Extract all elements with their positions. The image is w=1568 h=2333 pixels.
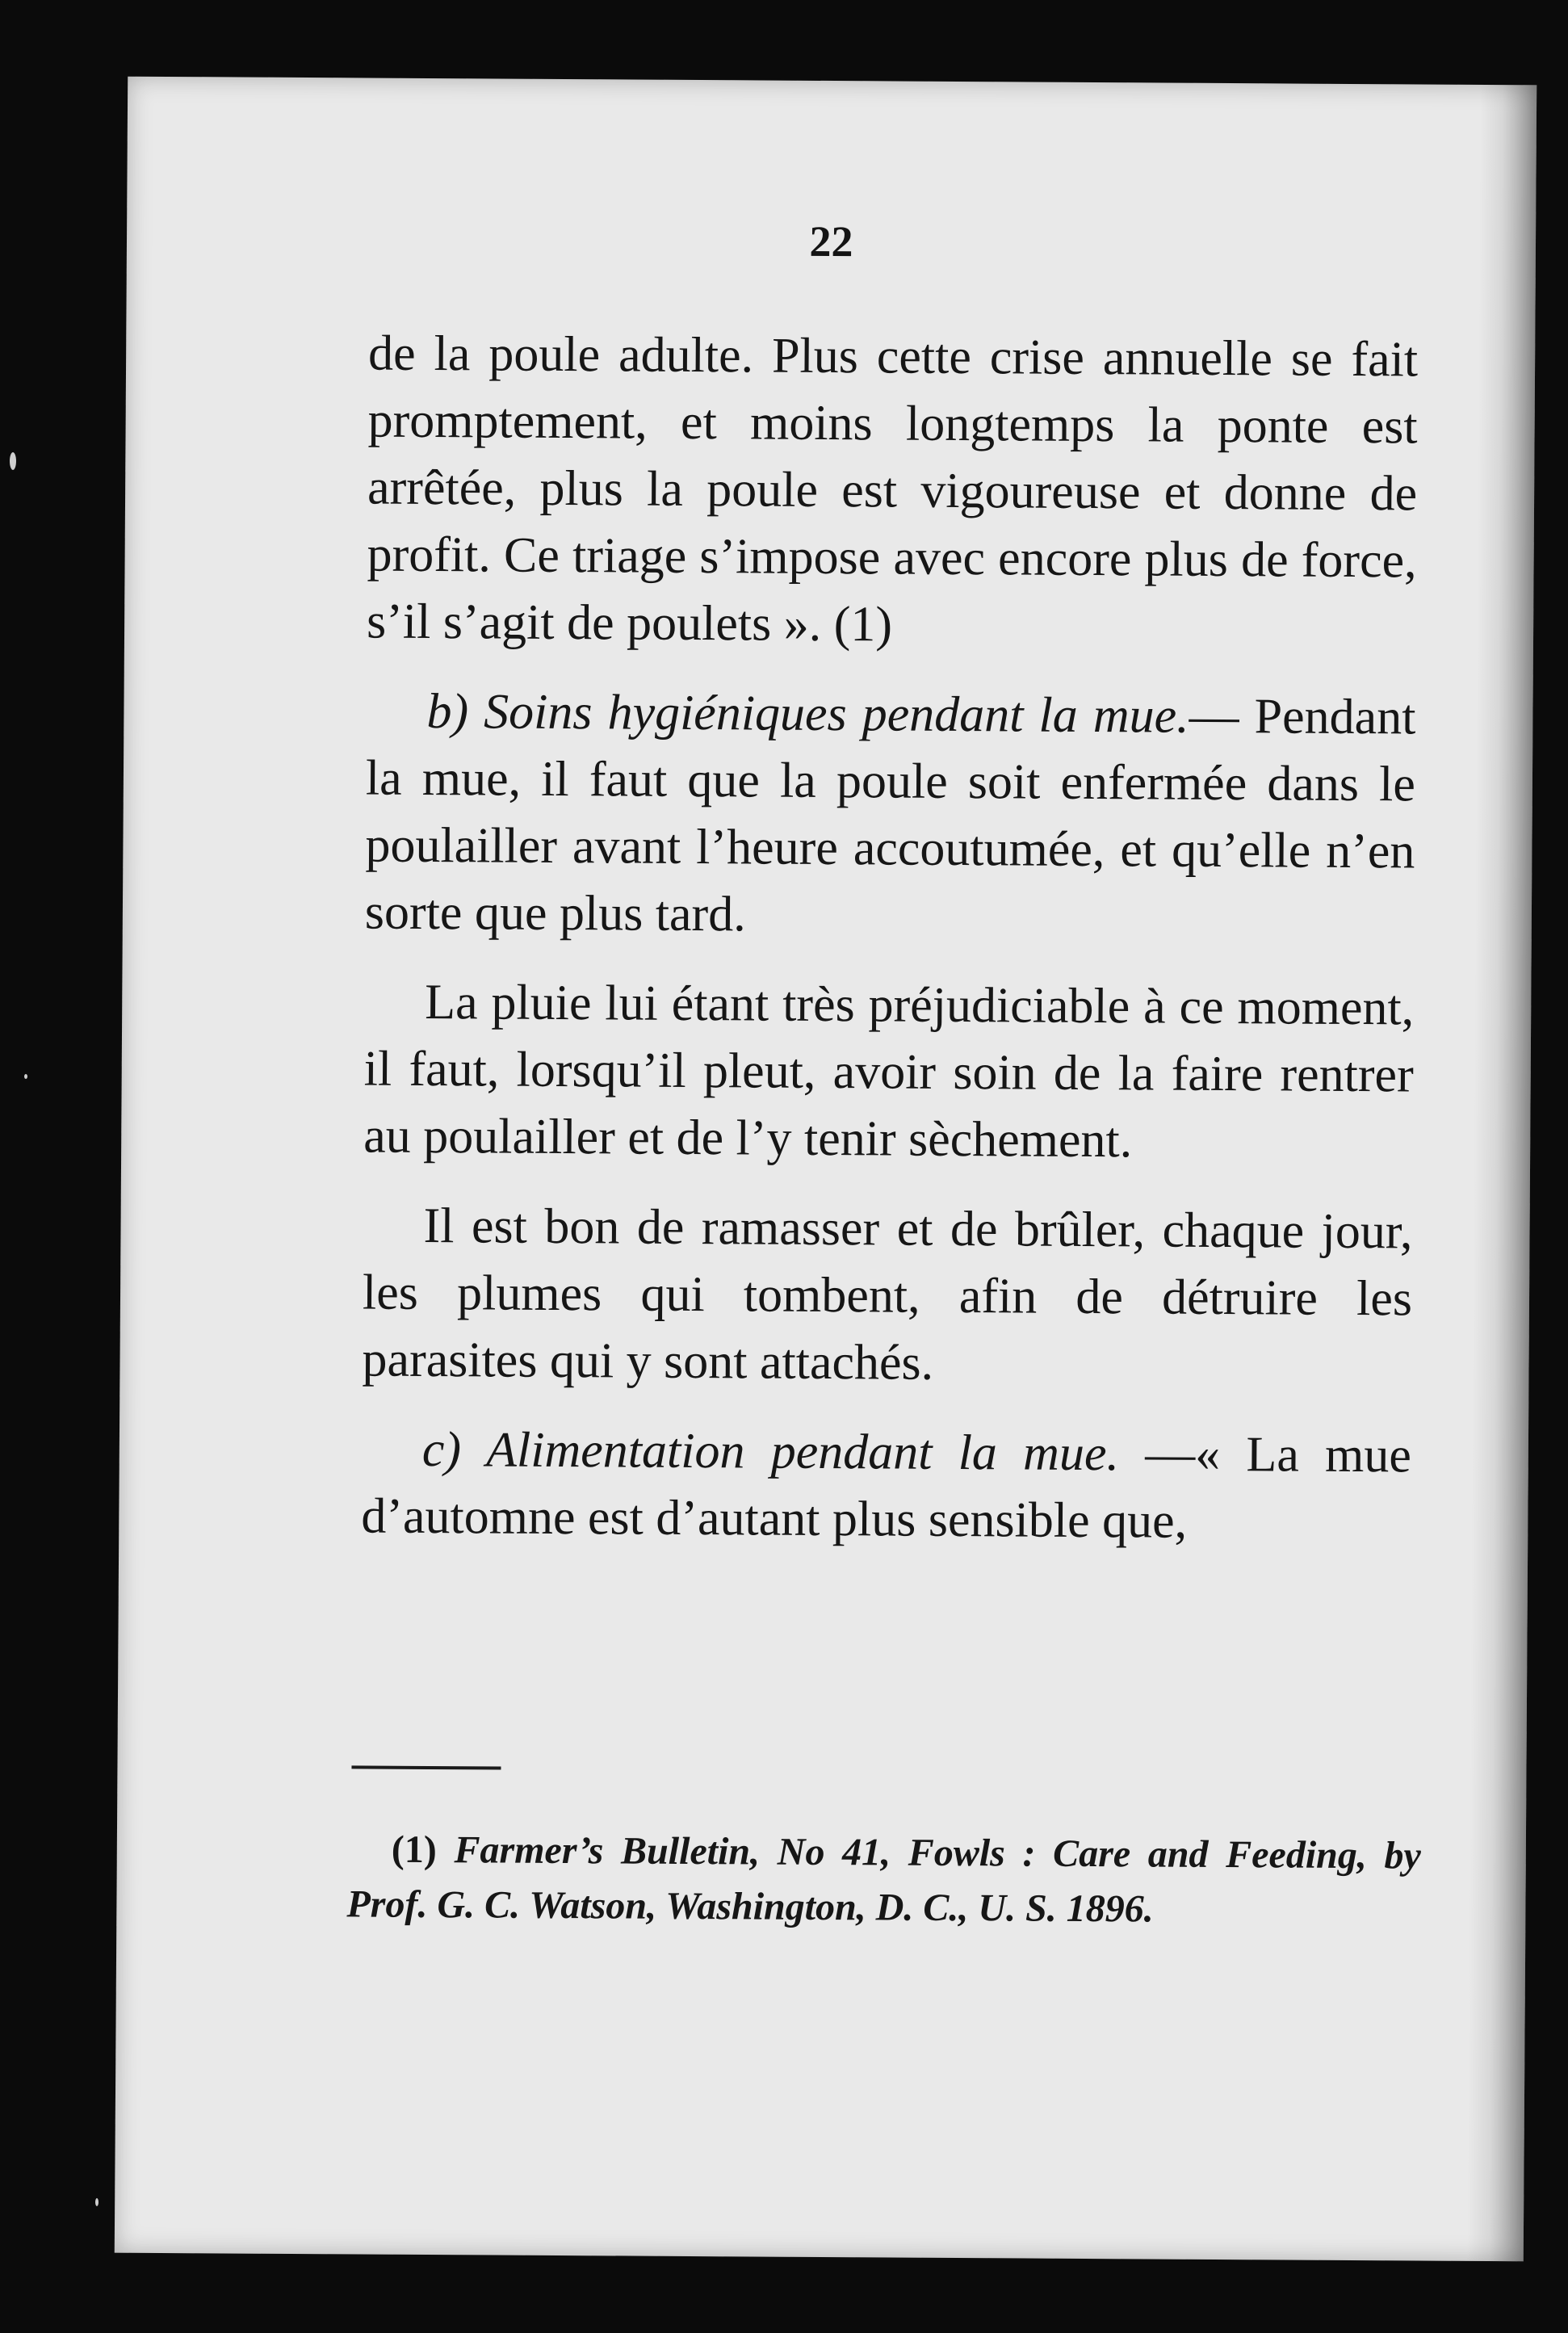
paragraph-2-body: Pendant la mue, il faut que la poule soit enfermée dans le poulailler avant l’heure accoutumée, et qu’elle n’en sorte que plus tard. — [364, 689, 1416, 942]
book-page — [115, 77, 1537, 2262]
heading-dash: — — [1189, 688, 1239, 745]
paragraph-5 — [361, 1416, 1411, 1556]
dust-speck — [10, 452, 16, 470]
paragraph-4: Il est bon de ramasser et de brûler, chaque jour, les plumes qui tombent, afin de détruire les parasites qui y sont attachés. — [362, 1198, 1413, 1391]
dust-speck — [24, 1074, 27, 1079]
footnote-marker: (1) — [391, 1827, 437, 1872]
footnote-separator — [351, 1765, 501, 1769]
footnote-text: Farmer’s Bulletin, No 41, Fowls : Care and Feeding, by Prof. G. C. Watson, Washington, D. C., U. S. 1896. — [346, 1828, 1421, 1931]
footnote — [346, 1822, 1421, 1938]
page-body — [361, 321, 1418, 1580]
paragraph-1: de la poule adulte. Plus cette crise annuelle se fait promptement, et moins longtemps la ponte est arrêtée, plus la poule est vigoureuse et donne de profit. Ce triage s’impose avec encore plus de force, s’il s’agit de poulets ». (1) — [366, 325, 1419, 652]
section-heading-c: c) Alimentation pendant la mue. — [421, 1421, 1120, 1482]
section-heading-b: b) Soins hygiéniques pendant la mue. — [426, 683, 1189, 744]
paragraph-5-body: —« La mue d’automne est d’autant plus sensible que, — [361, 1426, 1412, 1549]
page-edge-shadow — [1467, 85, 1537, 2261]
dust-speck — [95, 2198, 99, 2206]
paragraph-2 — [365, 678, 1416, 953]
paragraph-3: La pluie lui étant très préjudiciable à ce moment, il faut, lorsqu’il pleut, avoir soin de la faire rentrer au poulailler et de l’y tenir sèchement. — [363, 974, 1415, 1169]
page-number: 22 — [809, 216, 853, 266]
